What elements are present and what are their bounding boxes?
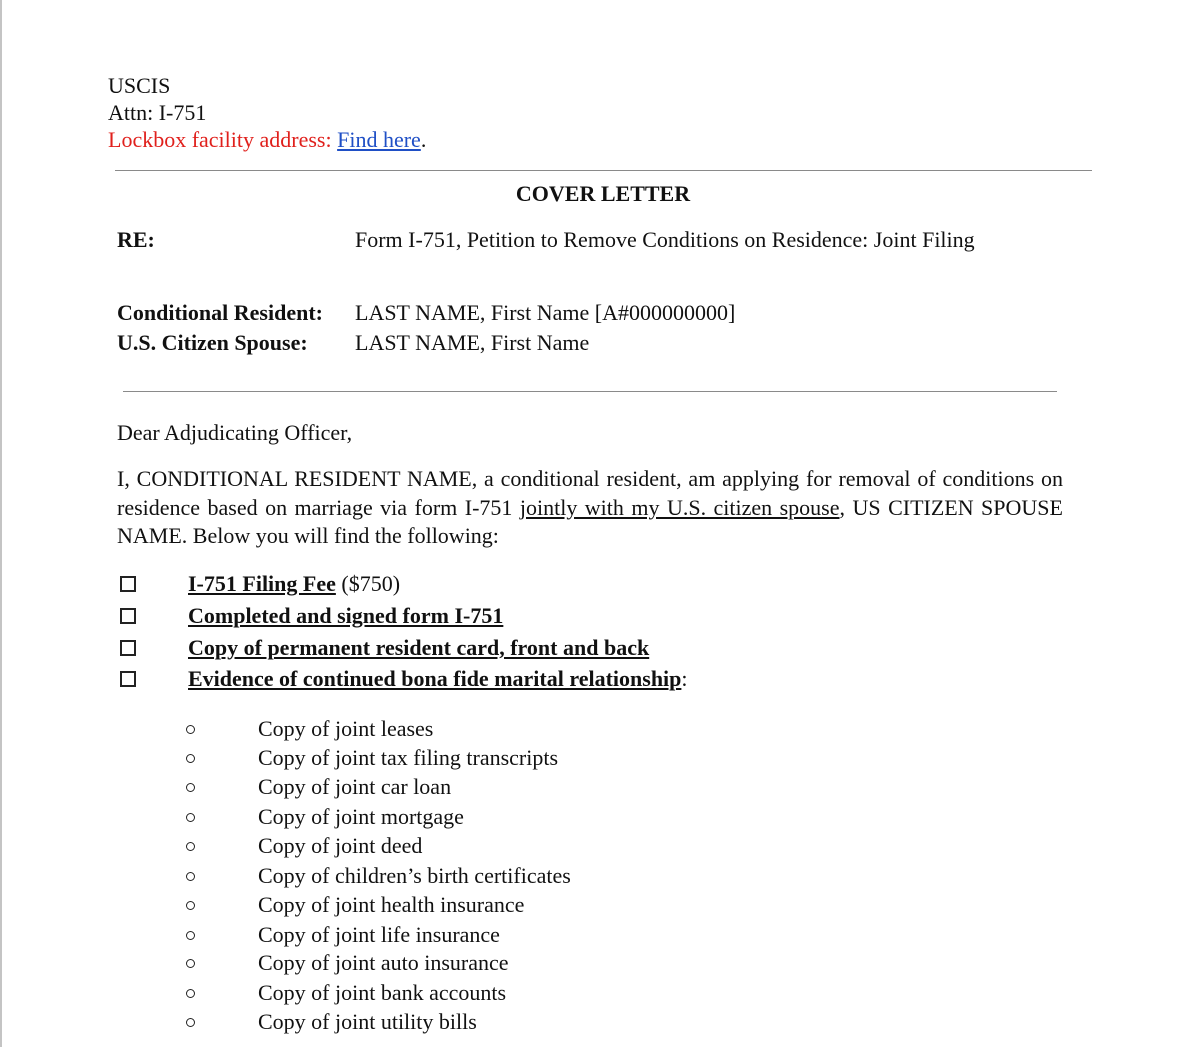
evidence-text: Copy of joint car loan <box>258 774 452 799</box>
evidence-text: Copy of joint bank accounts <box>258 980 507 1005</box>
spouse-label: U.S. Citizen Spouse: <box>117 330 308 355</box>
checklist-text <box>188 666 688 692</box>
evidence-text: Copy of joint deed <box>258 833 423 858</box>
checklist-text <box>188 635 649 661</box>
bullet-icon <box>186 931 195 940</box>
evidence-text: Copy of joint tax filing transcripts <box>258 745 559 770</box>
bullet-icon <box>186 989 195 998</box>
checklist-item-title: Completed and signed form I-751 <box>188 603 504 628</box>
evidence-text: Copy of joint health insurance <box>258 892 525 917</box>
checklist-item <box>120 603 1020 633</box>
list-item <box>186 922 886 950</box>
lockbox-label: Lockbox facility address: <box>108 127 338 152</box>
list-item <box>186 863 886 891</box>
bullet-icon <box>186 754 195 763</box>
find-here-link[interactable]: Find here <box>337 127 421 152</box>
conditional-resident-label: Conditional Resident: <box>117 300 323 325</box>
evidence-text: Copy of children’s birth certificates <box>258 863 571 888</box>
intro-underlined: jointly with my U.S. citizen spouse <box>519 494 840 520</box>
bullet-icon <box>186 842 195 851</box>
intro-text-1: I, CONDITIONAL RESIDENT NAME, a conditional resident, am applying for removal of conditions on residence based on marriage via form I-751 <box>117 466 1063 520</box>
re-label: RE: <box>117 227 155 252</box>
evidence-text: Copy of joint mortgage <box>258 804 464 829</box>
evidence-text: Copy of joint auto insurance <box>258 950 509 975</box>
evidence-text: Copy of joint utility bills <box>258 1009 477 1034</box>
spouse-value: LAST NAME, First Name <box>355 330 590 355</box>
list-item <box>186 950 886 978</box>
list-item <box>186 804 886 832</box>
list-item <box>186 1009 886 1037</box>
checklist-item-title: I-751 Filing Fee <box>188 571 336 596</box>
intro-paragraph <box>117 465 1063 551</box>
checkbox[interactable] <box>120 576 136 592</box>
evidence-text: Copy of joint life insurance <box>258 922 500 947</box>
evidence-text: Copy of joint leases <box>258 716 434 741</box>
parties-divider <box>123 391 1057 392</box>
list-item <box>186 745 886 773</box>
conditional-resident-value: LAST NAME, First Name [A#000000000] <box>355 300 736 325</box>
address-line-lockbox <box>108 127 426 153</box>
list-item <box>186 716 886 744</box>
list-item <box>186 892 886 920</box>
bullet-icon <box>186 872 195 881</box>
bullet-icon <box>186 725 195 734</box>
checklist-item <box>120 666 1020 696</box>
checklist-item-note: : <box>681 666 688 691</box>
checklist-item-note: ($750) <box>335 571 401 596</box>
checklist-text <box>188 603 503 629</box>
lockbox-period: . <box>420 127 427 152</box>
checklist-item <box>120 635 1020 665</box>
bullet-icon <box>186 813 195 822</box>
checkbox[interactable] <box>120 640 136 656</box>
checkbox[interactable] <box>120 608 136 624</box>
list-item <box>186 774 886 802</box>
bullet-icon <box>186 959 195 968</box>
checklist-item-title: Evidence of continued bona fide marital relationship <box>188 666 682 691</box>
intro-text-2: , US CITIZEN SPOUSE NAME. Below you will find the following: <box>117 494 1063 548</box>
bullet-icon <box>186 1018 195 1027</box>
list-item <box>186 980 886 1008</box>
checklist-item-title: Copy of permanent resident card, front and back <box>188 635 650 660</box>
document-title: COVER LETTER <box>515 181 691 206</box>
address-line-attn: Attn: I-751 <box>108 100 207 125</box>
re-value: Form I-751, Petition to Remove Conditions on Residence: Joint Filing <box>355 227 975 252</box>
checkbox[interactable] <box>120 671 136 687</box>
bullet-icon <box>186 783 195 792</box>
bullet-icon <box>186 901 195 910</box>
checklist-item <box>120 571 1020 601</box>
salutation: Dear Adjudicating Officer, <box>117 420 353 445</box>
header-divider <box>115 170 1092 171</box>
list-item <box>186 833 886 861</box>
checklist-text <box>188 571 400 597</box>
address-line-agency: USCIS <box>108 73 171 98</box>
